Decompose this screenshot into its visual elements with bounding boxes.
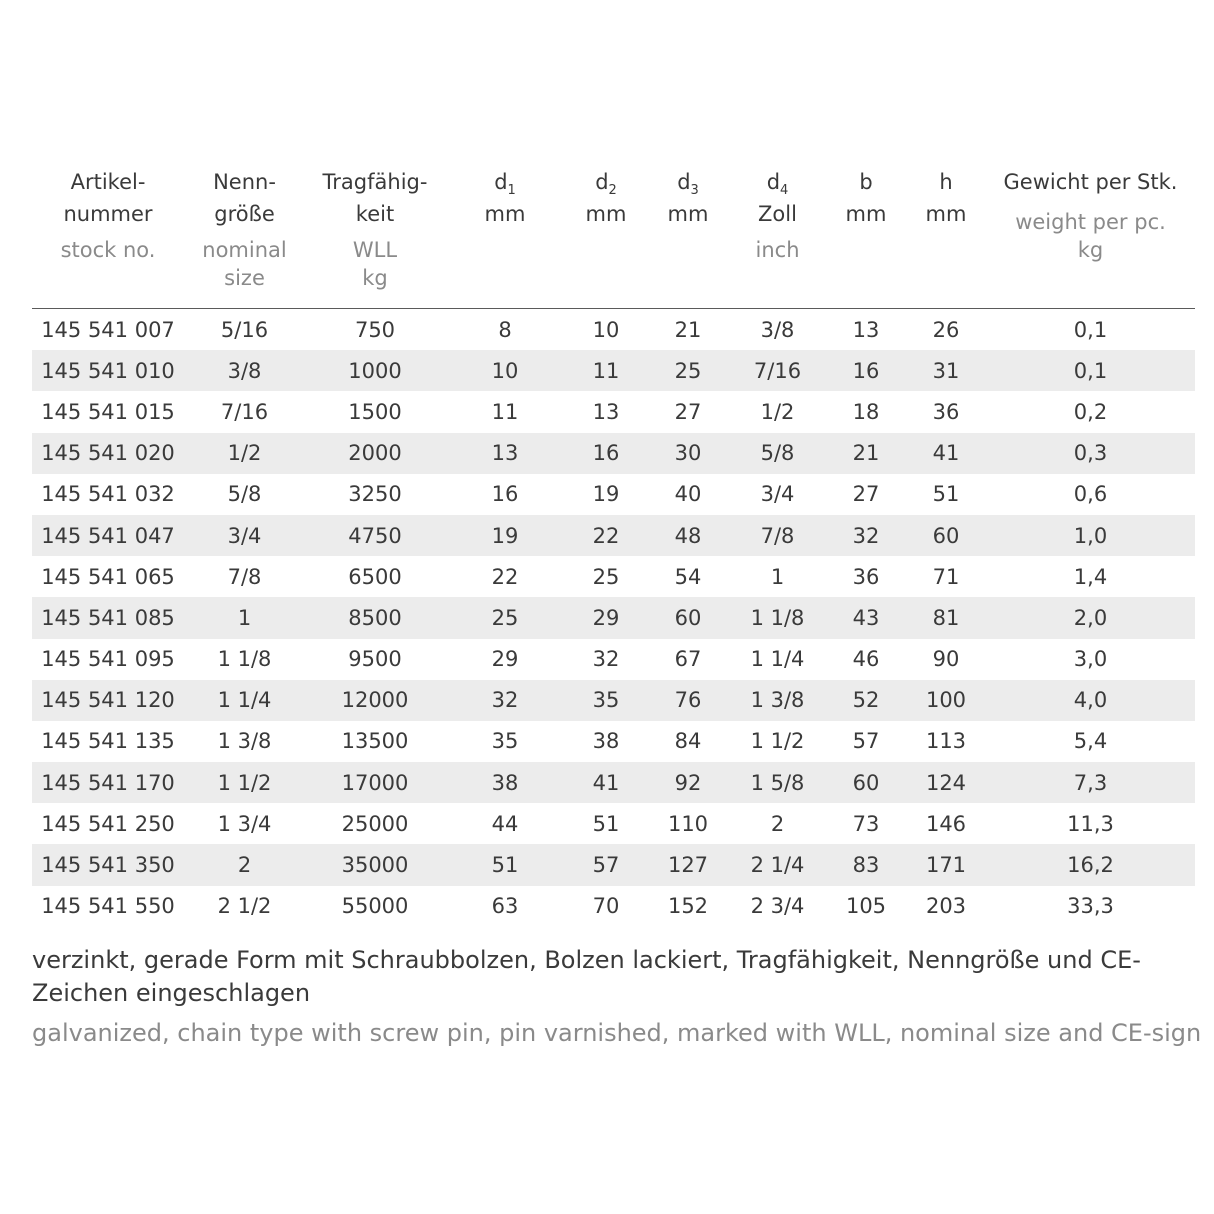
- table-row: [32, 639, 1195, 680]
- table-cell: 2: [770, 811, 785, 836]
- column-header: [826, 168, 906, 309]
- table-cell: 2 1/2: [217, 894, 272, 919]
- table-cell: 7/8: [227, 564, 262, 589]
- table-row: [32, 762, 1195, 803]
- table-cell: 145 541 010: [32, 350, 184, 391]
- header-subscript: 1: [507, 183, 516, 198]
- table-cell: 2 3/4: [750, 894, 805, 919]
- column-header: [647, 168, 729, 309]
- spec-table-container: [32, 168, 1195, 927]
- table-cell: 29: [565, 597, 647, 638]
- table-cell: 145 541 170: [32, 762, 184, 803]
- header-label-de-line2: Zoll: [758, 202, 797, 226]
- table-cell: 1 1/8: [729, 597, 826, 638]
- header-label-de: h: [939, 170, 953, 194]
- table-cell: 145 541 032: [41, 482, 175, 507]
- table-cell: 11: [565, 350, 647, 391]
- table-cell: 90: [932, 647, 960, 672]
- column-header: [445, 168, 565, 309]
- table-cell: 1: [184, 597, 305, 638]
- table-cell: 2 1/4: [729, 844, 826, 885]
- table-cell: 145 541 250: [41, 811, 175, 836]
- header-label-en-line2: kg: [1077, 238, 1104, 262]
- table-cell: 3250: [348, 482, 402, 507]
- table-cell: 1,0: [986, 515, 1195, 556]
- header-label-de-line2: mm: [667, 202, 709, 226]
- table-cell: 21: [674, 317, 702, 342]
- table-cell: 19: [445, 515, 565, 556]
- table-cell: 36: [852, 564, 880, 589]
- table-cell: 13500: [341, 729, 409, 754]
- table-cell: 152: [667, 894, 709, 919]
- table-cell: 1 1/2: [184, 762, 305, 803]
- table-cell: 70: [592, 894, 620, 919]
- table-cell: 21: [826, 433, 906, 474]
- table-cell: 13: [592, 399, 620, 424]
- header-label-en: weight per pc.: [1015, 210, 1166, 234]
- header-label-en: inch: [755, 238, 800, 262]
- table-cell: 16: [826, 350, 906, 391]
- header-label-en-line2: kg: [362, 266, 388, 290]
- table-cell: 1 3/8: [217, 729, 272, 754]
- table-cell: 1/2: [760, 399, 795, 424]
- table-row: [32, 474, 1195, 515]
- header-label-de: $d_1$: [494, 170, 516, 198]
- table-cell: 5,4: [1073, 729, 1108, 754]
- table-cell: 7/16: [729, 350, 826, 391]
- table-cell: 60: [906, 515, 986, 556]
- column-header: [32, 168, 184, 309]
- table-cell: 25: [592, 564, 620, 589]
- header-label-en: WLL: [352, 238, 398, 262]
- table-cell: 4,0: [986, 680, 1195, 721]
- table-cell: 57: [565, 844, 647, 885]
- table-cell: 127: [647, 844, 729, 885]
- table-cell: 11,3: [1067, 811, 1114, 836]
- table-cell: 51: [932, 482, 960, 507]
- table-cell: 25: [647, 350, 729, 391]
- table-cell: 2: [184, 844, 305, 885]
- table-cell: 145 541 007: [41, 317, 175, 342]
- table-cell: 145 541 550: [41, 894, 175, 919]
- column-header: [729, 168, 826, 309]
- table-cell: 76: [647, 680, 729, 721]
- table-header: [32, 168, 1195, 309]
- table-cell: 145 541 020: [32, 433, 184, 474]
- table-cell: 16,2: [986, 844, 1195, 885]
- table-cell: 17000: [305, 762, 445, 803]
- table-cell: 25000: [341, 811, 409, 836]
- header-label-de-line2: nummer: [63, 202, 153, 226]
- table-cell: 83: [826, 844, 906, 885]
- table-cell: 63: [491, 894, 519, 919]
- table-cell: 60: [826, 762, 906, 803]
- table-cell: 51: [445, 844, 565, 885]
- column-header: [906, 168, 986, 309]
- table-cell: 10: [445, 350, 565, 391]
- table-cell: 0,1: [986, 350, 1195, 391]
- table-row: [32, 350, 1195, 391]
- table-cell: 27: [674, 399, 702, 424]
- table-row: [32, 515, 1195, 556]
- table-cell: 18: [852, 399, 880, 424]
- table-cell: 1: [770, 564, 785, 589]
- table-cell: 1 1/8: [217, 647, 272, 672]
- table-row: [32, 680, 1195, 721]
- table-row: [32, 309, 1195, 351]
- table-row: [32, 433, 1195, 474]
- table-cell: 22: [491, 564, 519, 589]
- table-cell: 145 541 135: [41, 729, 175, 754]
- table-cell: 35: [565, 680, 647, 721]
- header-label-de: $d_4$: [766, 170, 789, 198]
- table-cell: 43: [826, 597, 906, 638]
- header-subscript: 4: [780, 183, 789, 198]
- table-cell: 5/8: [729, 433, 826, 474]
- header-subscript: 3: [690, 183, 699, 198]
- table-cell: 105: [845, 894, 887, 919]
- table-cell: 29: [491, 647, 519, 672]
- table-cell: 1/2: [184, 433, 305, 474]
- header-label-de-line2: größe: [214, 202, 275, 226]
- table-cell: 3/4: [760, 482, 795, 507]
- table-cell: 44: [491, 811, 519, 836]
- table-cell: 1 1/4: [184, 680, 305, 721]
- table-cell: 16: [491, 482, 519, 507]
- table-cell: 110: [667, 811, 709, 836]
- header-label-de: Gewicht per Stk.: [1003, 170, 1178, 194]
- table-cell: 1,4: [1073, 564, 1108, 589]
- table-cell: 7/16: [220, 399, 269, 424]
- table-cell: 5/16: [220, 317, 269, 342]
- table-cell: 25: [445, 597, 565, 638]
- table-cell: 145 541 085: [32, 597, 184, 638]
- table-cell: 124: [906, 762, 986, 803]
- table-row: [32, 803, 1195, 844]
- table-cell: 55000: [341, 894, 409, 919]
- table-cell: 71: [932, 564, 960, 589]
- table-row: [32, 556, 1195, 597]
- table-cell: 35: [491, 729, 519, 754]
- header-label-en: nominal: [202, 238, 287, 262]
- header-label-de-line2: keit: [355, 202, 395, 226]
- table-cell: 41: [565, 762, 647, 803]
- table-cell: 67: [674, 647, 702, 672]
- header-label-de: Tragfähig-: [322, 170, 428, 194]
- table-cell: 3/4: [184, 515, 305, 556]
- table-cell: 6500: [348, 564, 402, 589]
- table-cell: 750: [354, 317, 396, 342]
- header-label-de: $d_3$: [677, 170, 699, 198]
- table-cell: 1 3/8: [729, 680, 826, 721]
- header-label-de-line2: mm: [585, 202, 627, 226]
- table-cell: 38: [592, 729, 620, 754]
- table-cell: 22: [565, 515, 647, 556]
- table-row: [32, 391, 1195, 432]
- description-german: verzinkt, gerade Form mit Schraubbolzen, Bolzen lackiert, Tragfähigkeit, Nenngröße und CE-Zeichen eingeschlagen: [32, 946, 1141, 1007]
- header-label-de: b: [859, 170, 873, 194]
- header-label-en: stock no.: [60, 238, 156, 262]
- table-cell: 41: [906, 433, 986, 474]
- table-cell: 146: [925, 811, 967, 836]
- spec-table: [32, 168, 1195, 927]
- table-cell: 51: [592, 811, 620, 836]
- table-cell: 33,3: [1067, 894, 1114, 919]
- table-cell: 0,2: [1073, 399, 1108, 424]
- table-cell: 145 541 095: [41, 647, 175, 672]
- header-label-en-line2: size: [224, 266, 265, 290]
- table-cell: 73: [852, 811, 880, 836]
- table-cell: 203: [925, 894, 967, 919]
- table-cell: 8: [498, 317, 512, 342]
- table-cell: 36: [932, 399, 960, 424]
- header-subscript: 2: [608, 183, 617, 198]
- table-cell: 46: [852, 647, 880, 672]
- table-cell: 81: [906, 597, 986, 638]
- table-cell: 1 5/8: [729, 762, 826, 803]
- table-cell: 1500: [348, 399, 402, 424]
- table-cell: 27: [852, 482, 880, 507]
- table-cell: 32: [826, 515, 906, 556]
- table-cell: 31: [906, 350, 986, 391]
- header-label-de-line2: mm: [484, 202, 526, 226]
- table-cell: 32: [592, 647, 620, 672]
- table-cell: 3,0: [1073, 647, 1108, 672]
- column-header: [184, 168, 305, 309]
- table-cell: 2000: [305, 433, 445, 474]
- column-header: [305, 168, 445, 309]
- table-cell: 145 541 350: [32, 844, 184, 885]
- table-row: [32, 886, 1195, 927]
- table-cell: 145 541 065: [41, 564, 175, 589]
- table-cell: 5/8: [227, 482, 262, 507]
- table-cell: 11: [491, 399, 519, 424]
- table-cell: 0,6: [1073, 482, 1108, 507]
- table-row: [32, 721, 1195, 762]
- table-cell: 60: [647, 597, 729, 638]
- header-label-de: Artikel-: [70, 170, 146, 194]
- table-cell: 100: [906, 680, 986, 721]
- table-cell: 19: [592, 482, 620, 507]
- table-cell: 145 541 015: [41, 399, 175, 424]
- header-label-de-line2: mm: [925, 202, 967, 226]
- header-label-de: $d_2$: [595, 170, 617, 198]
- table-cell: 30: [647, 433, 729, 474]
- table-cell: 35000: [305, 844, 445, 885]
- table-cell: 92: [647, 762, 729, 803]
- table-cell: 7/8: [729, 515, 826, 556]
- column-header: [986, 168, 1195, 309]
- table-cell: 13: [852, 317, 880, 342]
- table-cell: 2,0: [986, 597, 1195, 638]
- table-cell: 12000: [305, 680, 445, 721]
- table-cell: 10: [592, 317, 620, 342]
- table-cell: 13: [445, 433, 565, 474]
- table-cell: 84: [674, 729, 702, 754]
- table-cell: 1000: [305, 350, 445, 391]
- table-cell: 113: [925, 729, 967, 754]
- description-english: galvanized, chain type with screw pin, pin varnished, marked with WLL, nominal size and CE-sign: [32, 1019, 1202, 1047]
- table-cell: 0,3: [986, 433, 1195, 474]
- table-cell: 26: [932, 317, 960, 342]
- table-cell: 54: [674, 564, 702, 589]
- table-cell: 16: [565, 433, 647, 474]
- table-cell: 8500: [305, 597, 445, 638]
- table-cell: 9500: [348, 647, 402, 672]
- header-label-de: Nenn-: [213, 170, 276, 194]
- table-cell: 57: [852, 729, 880, 754]
- table-cell: 32: [445, 680, 565, 721]
- table-row: [32, 844, 1195, 885]
- table-cell: 40: [674, 482, 702, 507]
- table-cell: 145 541 047: [32, 515, 184, 556]
- table-cell: 38: [445, 762, 565, 803]
- table-cell: 1 3/4: [217, 811, 272, 836]
- header-row: [32, 168, 1195, 309]
- table-cell: 1 1/2: [750, 729, 805, 754]
- header-label-de-line2: mm: [845, 202, 887, 226]
- table-cell: 3/8: [184, 350, 305, 391]
- table-cell: 1 1/4: [750, 647, 805, 672]
- table-cell: 145 541 120: [32, 680, 184, 721]
- table-row: [32, 597, 1195, 638]
- table-cell: 0,1: [1073, 317, 1108, 342]
- column-header: [565, 168, 647, 309]
- table-cell: 4750: [305, 515, 445, 556]
- table-body: [32, 309, 1195, 927]
- table-cell: 52: [826, 680, 906, 721]
- table-cell: 171: [906, 844, 986, 885]
- table-cell: 48: [647, 515, 729, 556]
- table-cell: 3/8: [760, 317, 795, 342]
- table-cell: 7,3: [986, 762, 1195, 803]
